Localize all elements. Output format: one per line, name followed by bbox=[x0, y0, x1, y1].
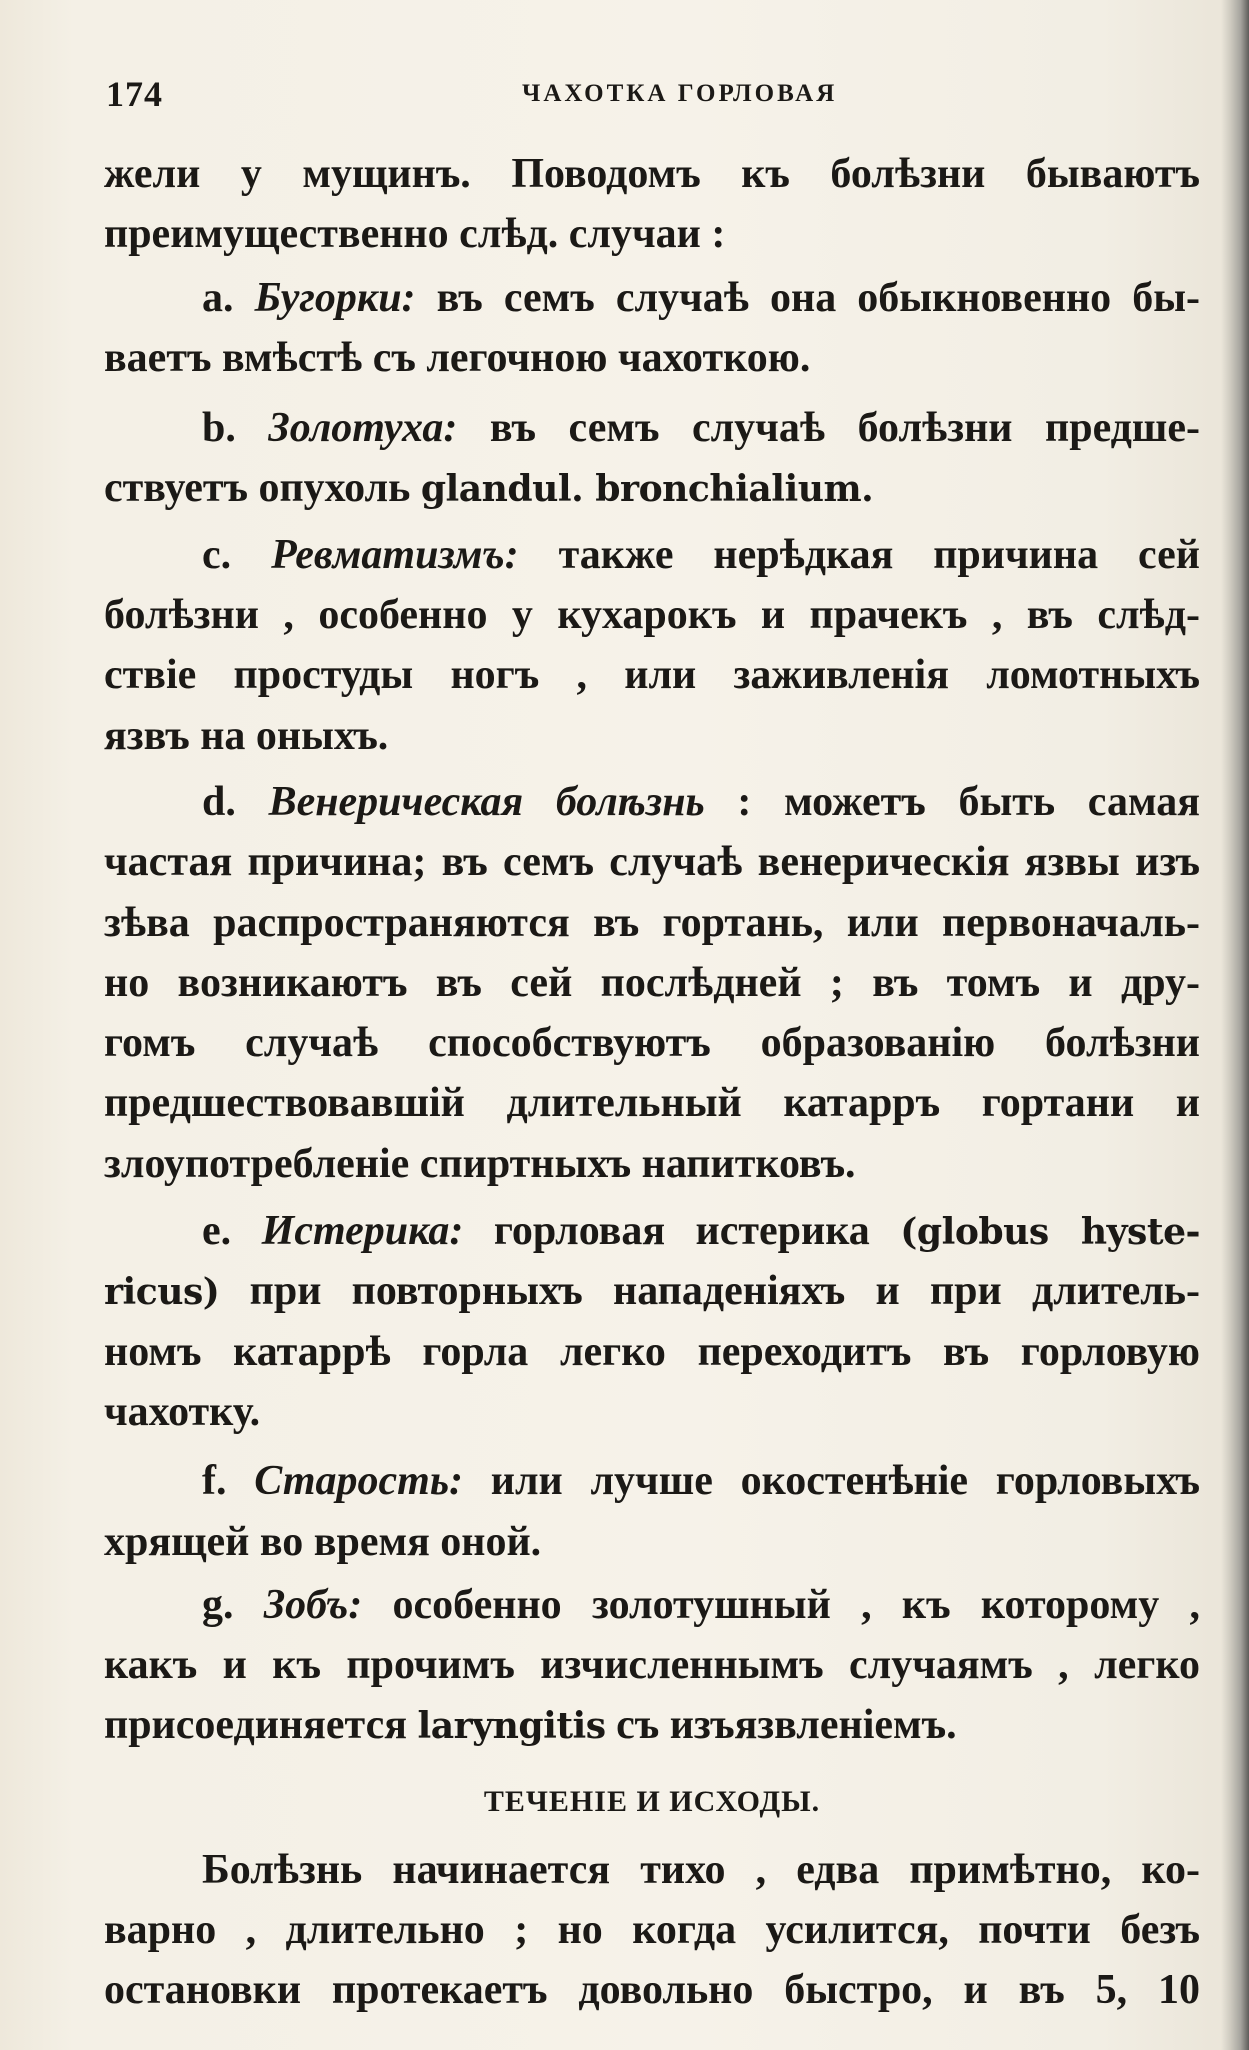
line-text: но возникаютъ въ сей послѣдней ; въ томъ и дру- bbox=[104, 959, 1200, 1006]
text-block bbox=[104, 144, 1200, 2021]
italic-term: Венерическая болѣзнь bbox=[268, 778, 705, 825]
line-text: частая причина; въ семъ случаѣ венерическія язвы изъ bbox=[104, 839, 1200, 886]
line-text: предшествовавшій длительный катарръ гортани и bbox=[104, 1080, 1200, 1127]
line-text: болѣзни , особенно у кухарокъ и прачекъ , въ слѣд- bbox=[104, 592, 1200, 639]
text-line bbox=[104, 1960, 1200, 2020]
text-line bbox=[104, 398, 1200, 458]
text-line bbox=[104, 144, 1200, 204]
text-line bbox=[104, 1512, 1200, 1572]
line-text: присоединяется bbox=[104, 1702, 408, 1749]
line-text: гомъ случаѣ способствуютъ образованію болѣзни bbox=[104, 1020, 1200, 1067]
line-text: : можетъ быть самая bbox=[737, 778, 1201, 825]
line-text: также нерѣдкая причина сей bbox=[558, 531, 1200, 578]
section-heading: ТЕЧЕНІЕ И ИСХОДЫ. bbox=[483, 1784, 821, 1818]
list-marker: f. bbox=[202, 1458, 227, 1505]
latin-term: (globus hyste- bbox=[900, 1210, 1201, 1254]
line-text: горловая истерика bbox=[493, 1208, 870, 1255]
line-text: ствуетъ опухоль bbox=[104, 465, 411, 512]
italic-term: Ревматизмъ: bbox=[271, 531, 519, 578]
italic-term: Старость: bbox=[254, 1458, 464, 1505]
line-text: чахотку. bbox=[104, 1388, 261, 1435]
list-marker: g. bbox=[202, 1581, 234, 1628]
text-line bbox=[104, 1451, 1200, 1511]
text-line bbox=[104, 1013, 1200, 1073]
latin-term: ricus) bbox=[104, 1270, 220, 1314]
list-marker: c. bbox=[202, 531, 232, 578]
text-line bbox=[104, 1134, 1200, 1194]
text-line bbox=[104, 772, 1200, 832]
line-text: съ изъязвленіемъ. bbox=[616, 1702, 957, 1749]
text-line bbox=[104, 1201, 1200, 1261]
text-line bbox=[104, 1840, 1200, 1900]
running-head: ЧАХОТКА ГОРЛОВАЯ bbox=[522, 80, 838, 107]
latin-term: laryngitis bbox=[417, 1704, 606, 1748]
line-text: или лучше окостенѣніе горловыхъ bbox=[490, 1458, 1201, 1505]
italic-term: Золотуха: bbox=[268, 405, 458, 452]
line-text: особенно золотушный , къ которому , bbox=[392, 1581, 1201, 1628]
line-text: при повторныхъ нападеніяхъ и при длитель- bbox=[249, 1268, 1201, 1315]
list-marker: b. bbox=[202, 405, 236, 452]
text-line bbox=[104, 1261, 1200, 1321]
line-text: жели у мущинъ. Поводомъ къ болѣзни бываютъ bbox=[104, 151, 1200, 197]
text-line bbox=[104, 1382, 1200, 1442]
line-text: ваетъ вмѣстѣ съ легочною чахоткою. bbox=[104, 334, 811, 381]
text-line bbox=[104, 1695, 1200, 1755]
latin-term: glandul. bronchialium. bbox=[420, 467, 874, 511]
text-line bbox=[104, 706, 1200, 766]
text-line bbox=[104, 1322, 1200, 1382]
text-line bbox=[104, 953, 1200, 1013]
list-marker: d. bbox=[202, 778, 236, 825]
line-text: язвъ на оныхъ. bbox=[104, 712, 389, 759]
line-text: номъ катаррѣ горла легко переходитъ въ горловую bbox=[104, 1328, 1200, 1375]
text-line bbox=[104, 1575, 1200, 1635]
text-line bbox=[104, 1073, 1200, 1133]
line-text: ствіе простуды ногъ , или заживленія ломотныхъ bbox=[104, 652, 1200, 699]
text-line bbox=[104, 645, 1200, 705]
text-line bbox=[104, 458, 1200, 518]
line-text: остановки протекаетъ довольно быстро, и въ 5, 10 bbox=[104, 1967, 1200, 2014]
text-line bbox=[104, 1635, 1200, 1695]
line-text: какъ и къ прочимъ изчисленнымъ случаямъ , легко bbox=[104, 1642, 1200, 1689]
text-line bbox=[104, 585, 1200, 645]
list-marker: e. bbox=[202, 1208, 232, 1255]
italic-term: Зобъ: bbox=[263, 1581, 363, 1628]
line-text: злоупотребленіе спиртныхъ напитковъ. bbox=[104, 1140, 856, 1187]
line-text: хрящей во время оной. bbox=[104, 1518, 542, 1565]
line-text: преимущественно слѣд. случаи : bbox=[104, 211, 726, 258]
line-text: въ семъ случаѣ болѣзни предше- bbox=[489, 405, 1200, 452]
text-line bbox=[104, 525, 1200, 585]
italic-term: Истерика: bbox=[261, 1208, 464, 1255]
line-text: зѣва распространяются въ гортань, или первоначаль- bbox=[104, 899, 1200, 946]
list-marker: a. bbox=[202, 274, 234, 321]
line-text: Болѣзнь начинается тихо , едва примѣтно, ко- bbox=[202, 1846, 1200, 1893]
text-line bbox=[104, 328, 1200, 388]
line-text: въ семъ случаѣ она обыкновенно бы- bbox=[436, 274, 1201, 321]
text-line bbox=[104, 832, 1200, 892]
page-edge-shadow bbox=[1221, 0, 1249, 2050]
text-line bbox=[104, 893, 1200, 953]
line-text: варно , длительно ; но когда усилится, почти безъ bbox=[104, 1907, 1200, 1954]
page-number: 174 bbox=[106, 74, 163, 114]
text-line bbox=[104, 1900, 1200, 1960]
text-line bbox=[104, 204, 1200, 264]
italic-term: Бугорки: bbox=[254, 274, 416, 321]
text-line bbox=[104, 268, 1200, 328]
